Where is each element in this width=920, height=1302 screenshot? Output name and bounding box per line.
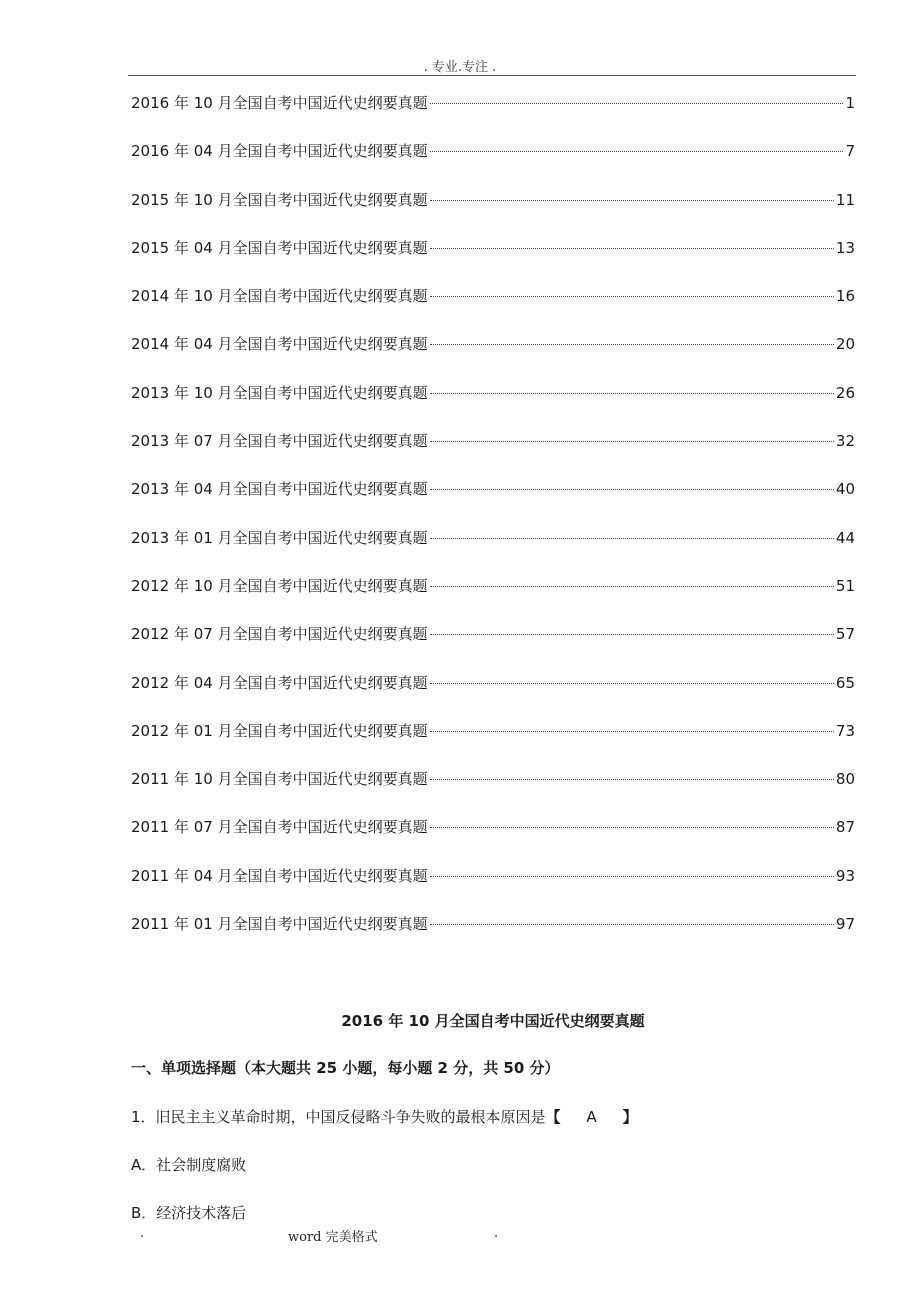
header-divider [128, 75, 856, 76]
toc-entry-title: 2011 年 07 月全国自考中国近代史纲要真题 [131, 818, 428, 837]
toc-entry[interactable] [131, 92, 855, 140]
toc-entry-title: 2012 年 10 月全国自考中国近代史纲要真题 [131, 576, 428, 595]
toc-entry[interactable] [131, 768, 855, 816]
table-of-contents [131, 92, 855, 961]
toc-dot-leader [430, 103, 844, 104]
toc-entry-title: 2013 年 04 月全国自考中国近代史纲要真题 [131, 480, 428, 499]
footer-right-mark: . [494, 1226, 499, 1241]
option-a: A．社会制度腐败 [131, 1156, 247, 1174]
toc-dot-leader [430, 489, 834, 490]
toc-entry-page-number: 26 [835, 383, 855, 402]
toc-dot-leader [430, 924, 834, 925]
toc-entry-title: 2016 年 04 月全国自考中国近代史纲要真题 [131, 142, 428, 161]
toc-entry-title: 2014 年 10 月全国自考中国近代史纲要真题 [131, 287, 428, 306]
toc-entry-page-number: 93 [835, 866, 855, 885]
toc-entry-page-number: 87 [835, 818, 855, 837]
toc-entry[interactable] [131, 382, 855, 430]
toc-entry[interactable] [131, 720, 855, 768]
toc-dot-leader [430, 151, 844, 152]
toc-entry-title: 2013 年 01 月全国自考中国近代史纲要真题 [131, 528, 428, 547]
option-b: B．经济技术落后 [131, 1204, 247, 1222]
toc-entry-page-number: 73 [835, 721, 855, 740]
answer-value: A [586, 1108, 597, 1126]
toc-entry-page-number: 57 [835, 625, 855, 644]
toc-entry-page-number: 11 [835, 190, 855, 209]
document-title: 2016 年 10 月全国自考中国近代史纲要真题 [341, 1012, 645, 1030]
toc-entry[interactable] [131, 623, 855, 671]
toc-entry-page-number: 51 [835, 576, 855, 595]
toc-entry-title: 2012 年 07 月全国自考中国近代史纲要真题 [131, 625, 428, 644]
toc-entry-title: 2011 年 04 月全国自考中国近代史纲要真题 [131, 866, 428, 885]
toc-entry-title: 2012 年 04 月全国自考中国近代史纲要真题 [131, 673, 428, 692]
toc-entry-page-number: 44 [835, 528, 855, 547]
toc-entry[interactable] [131, 140, 855, 188]
toc-dot-leader [430, 827, 834, 828]
toc-entry-page-number: 32 [835, 432, 855, 451]
question-1 [131, 1106, 638, 1127]
toc-entry-title: 2014 年 04 月全国自考中国近代史纲要真题 [131, 335, 428, 354]
toc-dot-leader [430, 344, 834, 345]
toc-entry[interactable] [131, 430, 855, 478]
section-title: 一、单项选择题（本大题共 25 小题，每小题 2 分，共 50 分） [131, 1059, 560, 1077]
toc-entry-page-number: 80 [835, 770, 855, 789]
toc-entry-page-number: 40 [835, 480, 855, 499]
toc-entry-page-number: 20 [835, 335, 855, 354]
toc-dot-leader [430, 876, 834, 877]
toc-dot-leader [430, 731, 834, 732]
answer-bracket-close: 】 [622, 1108, 638, 1126]
toc-entry-page-number: 13 [835, 238, 855, 257]
toc-entry-page-number: 97 [835, 915, 855, 934]
toc-entry[interactable] [131, 913, 855, 961]
toc-entry[interactable] [131, 285, 855, 333]
toc-entry-title: 2015 年 04 月全国自考中国近代史纲要真题 [131, 238, 428, 257]
toc-dot-leader [430, 393, 834, 394]
page-header: . 专业.专注 . [423, 60, 497, 75]
toc-dot-leader [430, 248, 834, 249]
toc-entry[interactable] [131, 189, 855, 237]
question-text: 1．旧民主主义革命时期，中国反侵略斗争失败的最根本原因是 [131, 1108, 546, 1126]
footer-left-mark: . [140, 1226, 145, 1241]
toc-entry[interactable] [131, 672, 855, 720]
toc-entry-title: 2011 年 10 月全国自考中国近代史纲要真题 [131, 770, 428, 789]
toc-dot-leader [430, 538, 834, 539]
toc-entry[interactable] [131, 478, 855, 526]
footer-text: word 完美格式 [288, 1230, 378, 1245]
toc-dot-leader [430, 779, 834, 780]
toc-entry-title: 2013 年 07 月全国自考中国近代史纲要真题 [131, 432, 428, 451]
toc-entry-page-number: 16 [835, 287, 855, 306]
toc-entry-title: 2015 年 10 月全国自考中国近代史纲要真题 [131, 190, 428, 209]
toc-entry-title: 2011 年 01 月全国自考中国近代史纲要真题 [131, 915, 428, 934]
toc-entry[interactable] [131, 575, 855, 623]
toc-entry-page-number: 1 [845, 94, 855, 112]
toc-dot-leader [430, 586, 834, 587]
toc-entry[interactable] [131, 527, 855, 575]
answer-bracket-open: 【 [545, 1108, 561, 1126]
toc-entry-title: 2016 年 10 月全国自考中国近代史纲要真题 [131, 94, 428, 112]
toc-dot-leader [430, 683, 834, 684]
toc-entry-title: 2013 年 10 月全国自考中国近代史纲要真题 [131, 383, 428, 402]
toc-dot-leader [430, 634, 834, 635]
toc-entry[interactable] [131, 865, 855, 913]
toc-entry-page-number: 7 [845, 142, 855, 161]
toc-dot-leader [430, 441, 834, 442]
toc-dot-leader [430, 296, 834, 297]
toc-dot-leader [430, 200, 834, 201]
toc-entry[interactable] [131, 333, 855, 381]
toc-entry-page-number: 65 [835, 673, 855, 692]
toc-entry[interactable] [131, 237, 855, 285]
toc-entry-title: 2012 年 01 月全国自考中国近代史纲要真题 [131, 721, 428, 740]
toc-entry[interactable] [131, 816, 855, 864]
